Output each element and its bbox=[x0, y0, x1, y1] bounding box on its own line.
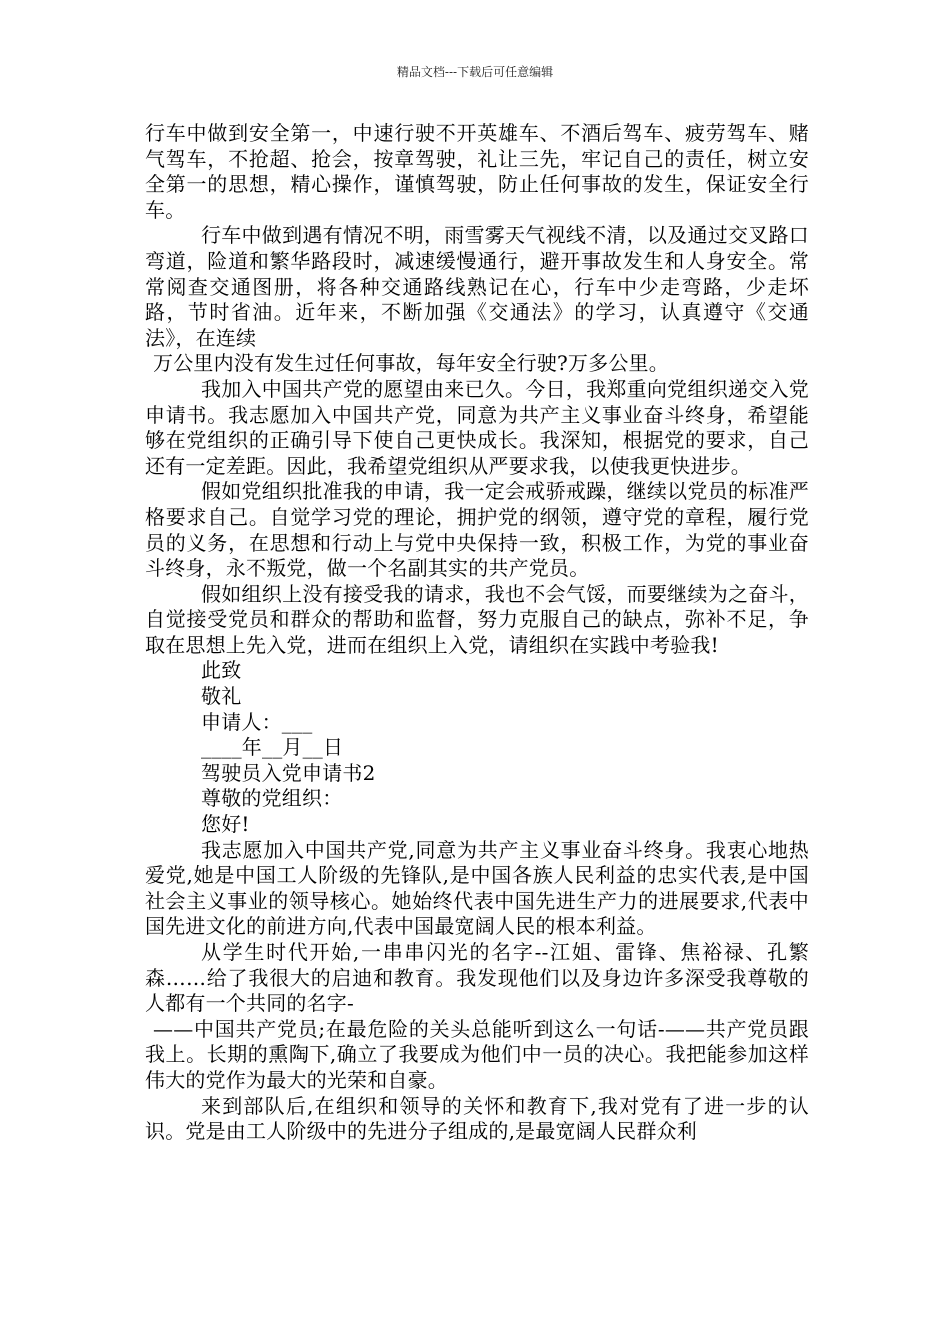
paragraph: 我加入中国共产党的愿望由来已久。今日，我郑重向党组织递交入党申请书。我志愿加入中国共产党，同意为共产主义事业奋斗终身，希望能够在党组织的正确引导下使自己更快成长。我深知，根据党的要求，自己还有一定差距。因此，我希望党组织从严要求我，以使我更快进步。 bbox=[145, 376, 809, 478]
paragraph: 行车中做到安全第一，中速行驶不开英雄车、不酒后驾车、疲劳驾车、赌气驾车，不抢超、抢会，按章驾驶，礼让三先，牢记自己的责任，树立安全第一的思想，精心操作，谨慎驾驶，防止任何事故的发生，保证安全行车。 bbox=[145, 121, 809, 222]
closing-salutation: 敬礼 bbox=[201, 684, 242, 709]
paragraph: 从学生时代开始,一串串闪光的名字--江姐、雷锋、焦裕禄、孔繁森……给了我很大的启迪和教育。我发现他们以及身边许多深受我尊敬的人都有一个共同的名字- bbox=[145, 940, 809, 1016]
greeting: 尊敬的党组织： bbox=[201, 786, 343, 811]
signature-line: 申请人：___ bbox=[201, 709, 313, 734]
document-body bbox=[145, 121, 809, 1145]
paragraph: 来到部队后,在组织和领导的关怀和教育下,我对党有了进一步的认识。党是由工人阶级中的先进分子组成的,是最宽阔人民群众利 bbox=[145, 1093, 809, 1144]
paragraph: ——中国共产党员;在最危险的关头总能听到这么一句话-——共产党员跟我上。长期的熏陶下,确立了我要成为他们中一员的决心。我把能参加这样伟大的党作为最大的光荣和自豪。 bbox=[145, 1016, 809, 1092]
paragraph: 行车中做到遇有情况不明，雨雪雾天气视线不清，以及通过交叉路口弯道，险道和繁华路段时，减速缓慢通行，避开事故发生和人身安全。常常阅查交通图册，将各种交通路线熟记在心，行车中少走弯路，少走坏路，节时省油。近年来，不断加强《交通法》的学习，认真遵守《交通法》，在连续 bbox=[145, 223, 809, 350]
paragraph: 万公里内没有发生过任何事故，每年安全行驶?万多公里。 bbox=[153, 351, 669, 376]
date-line: ____年__月__日 bbox=[201, 735, 344, 760]
closing-salutation: 此致 bbox=[201, 658, 242, 683]
greeting: 您好! bbox=[201, 812, 250, 837]
section-title: 驾驶员入党申请书2 bbox=[201, 760, 376, 785]
paragraph: 假如组织上没有接受我的请求，我也不会气馁，而要继续为之奋斗，自觉接受党员和群众的帮助和监督，努力克服自己的缺点，弥补不足，争取在思想上先入党，进而在组织上入党，请组织在实践中考验我! bbox=[145, 581, 809, 657]
paragraph: 我志愿加入中国共产党,同意为共产主义事业奋斗终身。我衷心地热爱党,她是中国工人阶级的先锋队,是中国各族人民利益的忠实代表,是中国社会主义事业的领导核心。她始终代表中国先进生产力的进展要求,代表中国先进文化的前进方向,代表中国最宽阔人民的根本利益。 bbox=[145, 837, 809, 939]
paragraph: 假如党组织批准我的申请，我一定会戒骄戒躁，继续以党员的标准严格要求自己。自觉学习党的理论，拥护党的纲领，遵守党的章程，履行党员的义务，在思想和行动上与党中央保持一致，积极工作，为党的事业奋斗终身，永不叛党，做一个名副其实的共产党员。 bbox=[145, 479, 809, 581]
page-header: 精品文档---下载后可任意编辑 bbox=[396, 65, 554, 79]
